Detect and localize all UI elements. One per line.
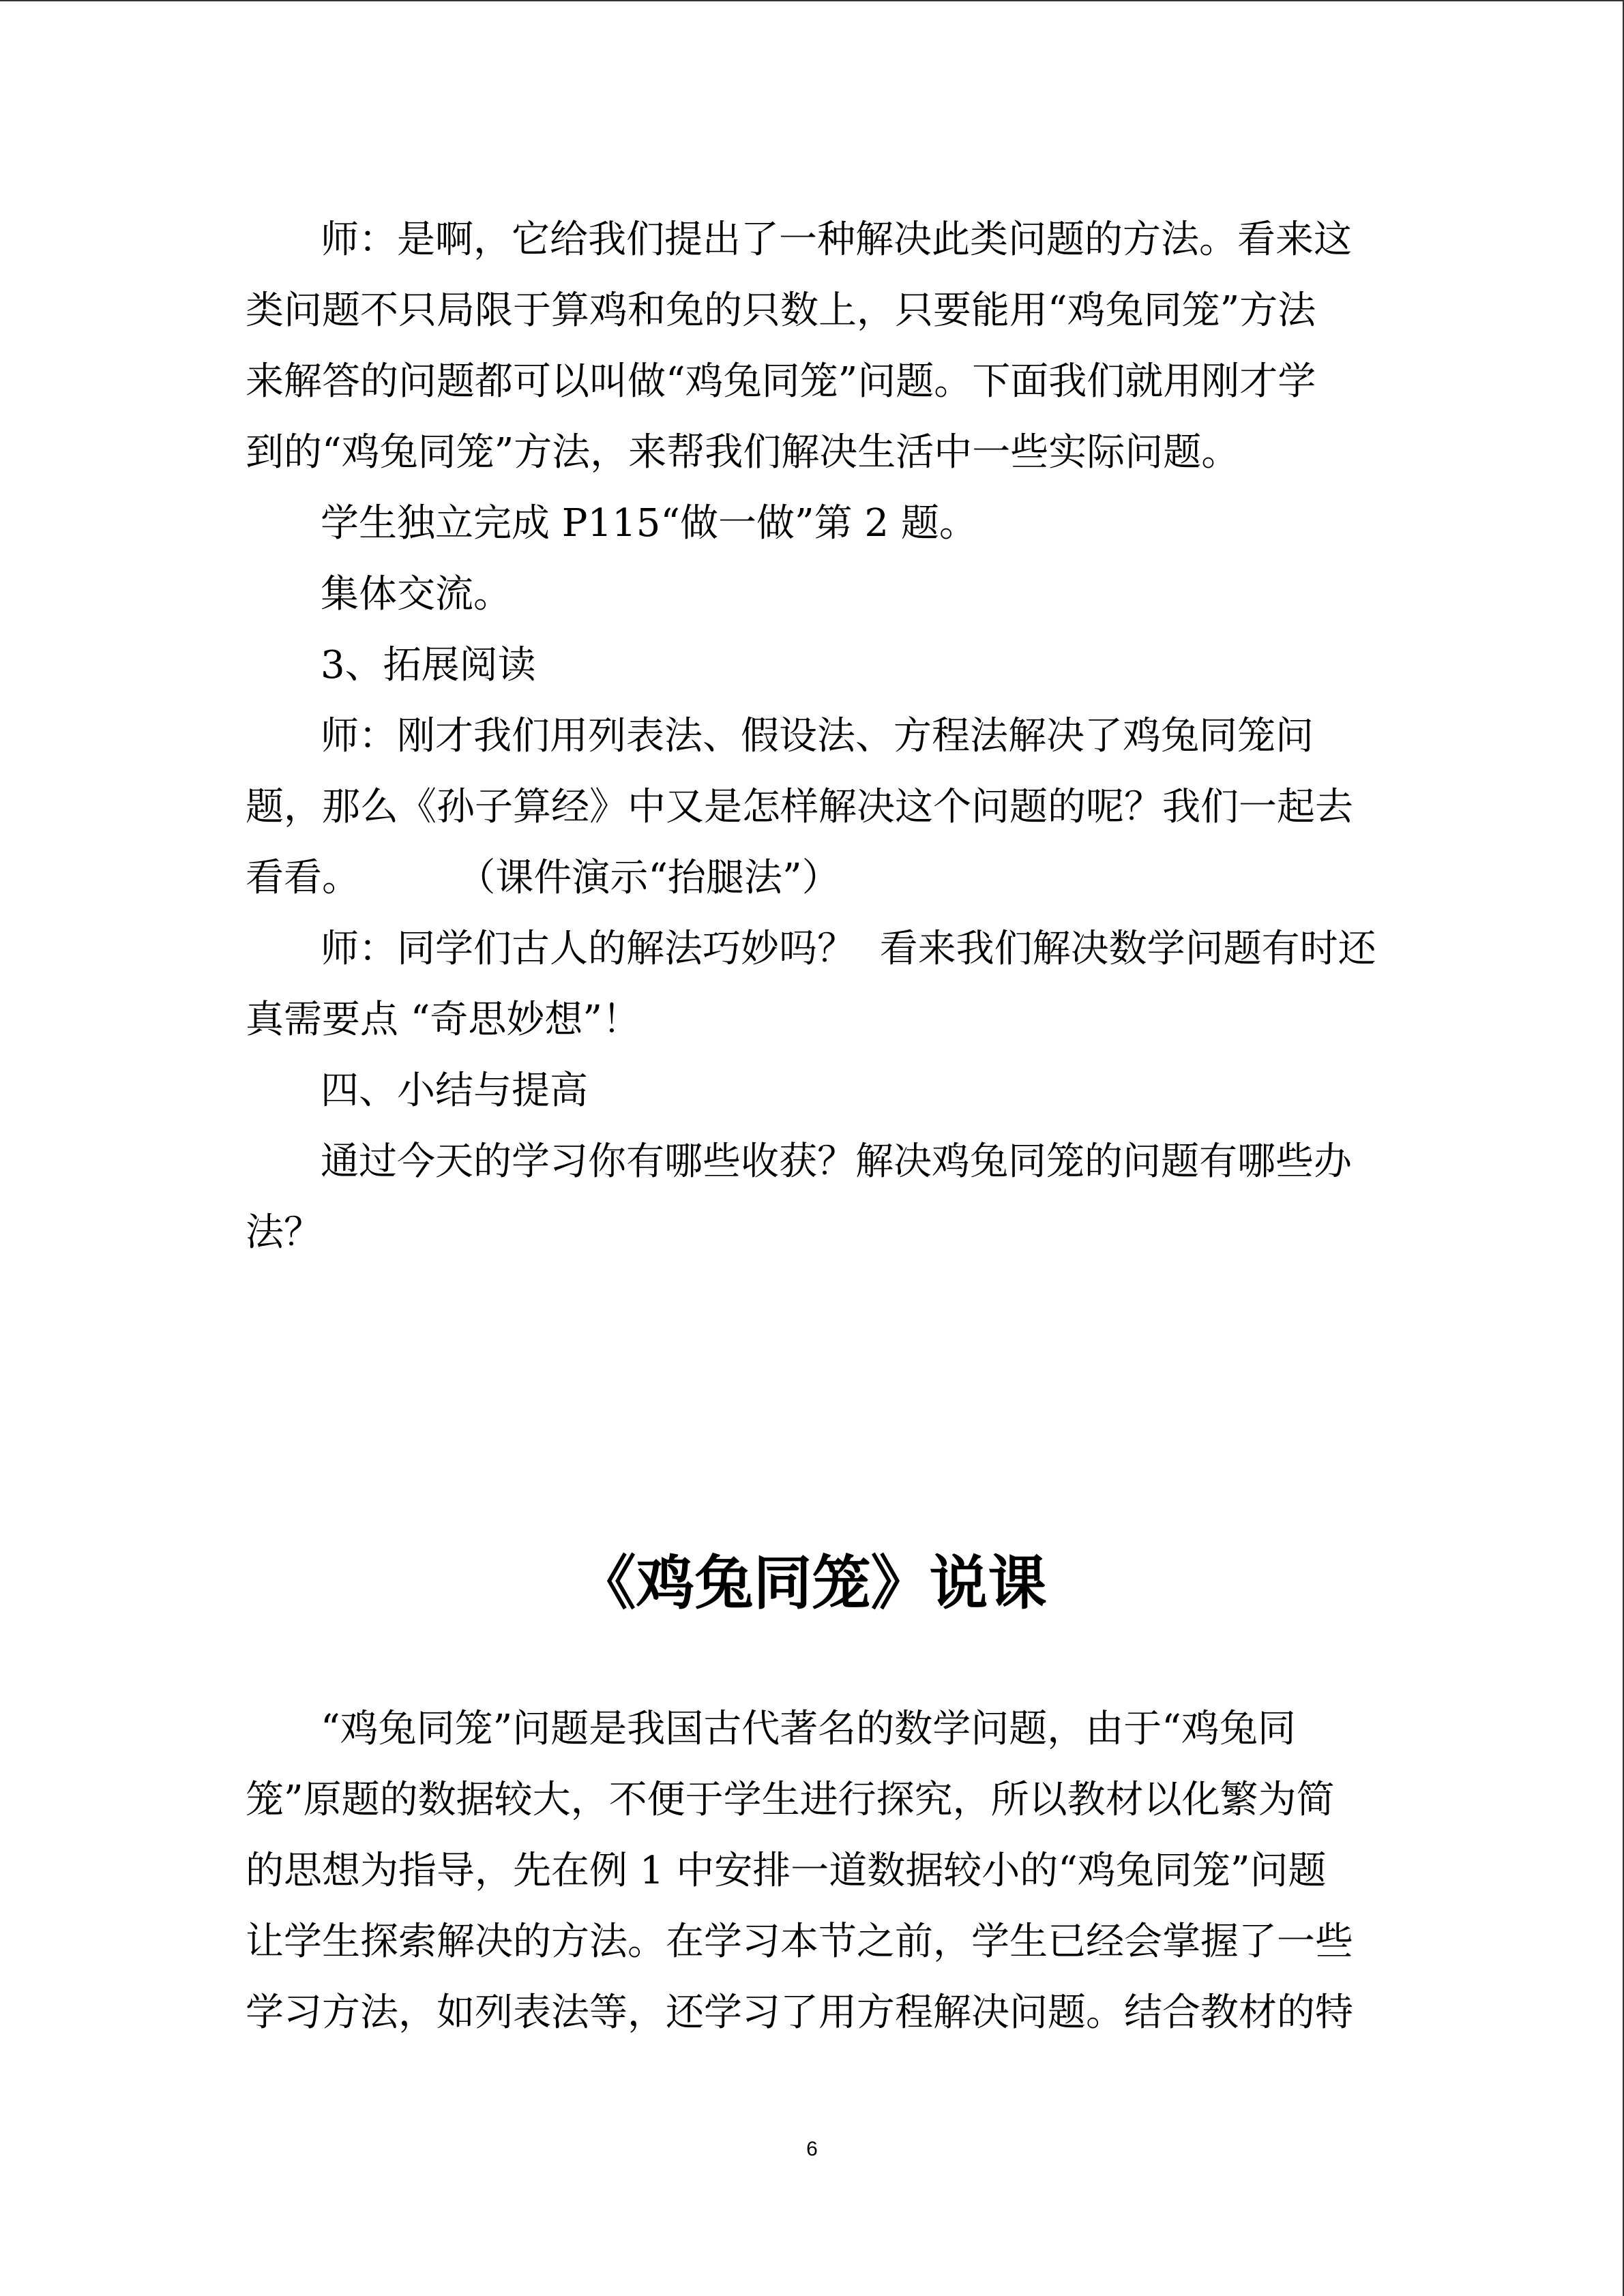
text-line: 的思想为指导，先在例 1 中安排一道数据较小的“鸡兔同笼”问题 [246,1849,1327,1893]
text-line: 法？ [246,1210,322,1255]
text-line: 通过今天的学习你有哪些收获？解决鸡兔同笼的问题有哪些办 [321,1139,1352,1184]
text-line: 让学生探索解决的方法。在学习本节之前，学生已经会掌握了一些 [246,1920,1353,1964]
lecture-title: 《鸡兔同笼》说课 [577,1549,1047,1617]
text-line: 到的“鸡兔同笼”方法，来帮我们解决生活中一些实际问题。 [246,430,1240,475]
text-line: 集体交流。 [321,572,512,616]
text-line: 来解答的问题都可以叫做“鸡兔同笼”问题。下面我们就用刚才学 [246,359,1316,404]
text-line: 学习方法，如列表法等，还学习了用方程解决问题。结合教材的特 [246,1991,1353,2035]
text-line: 师：同学们古人的解法巧妙吗？ 看来我们解决数学问题有时还 [321,927,1376,971]
section-heading: 3、拓展阅读 [321,643,536,687]
page-number: 6 [806,2138,818,2160]
section-heading: 四、小结与提高 [321,1069,588,1113]
text-line: 类问题不只局限于算鸡和兔的只数上，只要能用“鸡兔同笼”方法 [246,288,1316,333]
text-line: 师：刚才我们用列表法、假设法、方程法解决了鸡兔同笼问 [321,714,1314,758]
text-line: “鸡兔同笼”问题是我国古代著名的数学问题，由于“鸡兔同 [321,1707,1296,1751]
text-line: 笼”原题的数据较大，不便于学生进行探究，所以教材以化繁为简 [246,1778,1335,1822]
text-line: 看看。 （课件演示“抬腿法”） [246,856,840,900]
text-line: 学生独立完成 P115“做一做”第 2 题。 [321,501,977,546]
text-line: 题，那么《孙子算经》中又是怎样解决这个问题的呢？我们一起去 [246,785,1353,829]
text-line: 真需要点 “奇思妙想”！ [246,998,641,1042]
text-line: 师：是啊，它给我们提出了一种解决此类问题的方法。看来这 [321,218,1352,262]
